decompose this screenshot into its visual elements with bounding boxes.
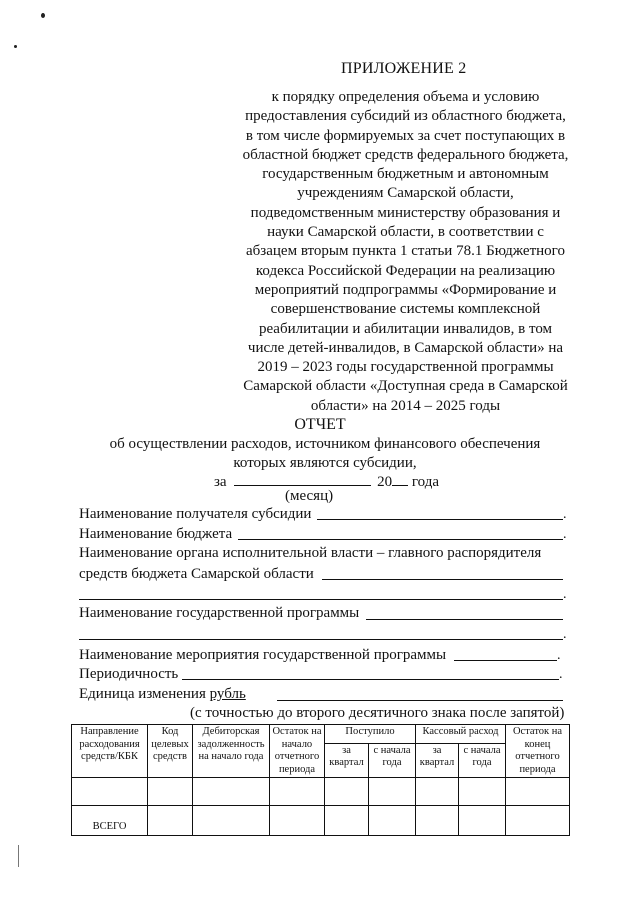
authority-input-continued[interactable]	[79, 599, 563, 600]
description-line: подведомственным министерству образования и	[250, 204, 561, 221]
period-suffix: года	[411, 474, 439, 490]
table-row	[72, 778, 570, 806]
table-cell[interactable]	[369, 778, 416, 806]
recipient-dot: .	[563, 507, 567, 522]
program-dot: .	[563, 627, 567, 642]
budget-input[interactable]	[238, 539, 563, 540]
report-subtitle-line: об осуществлении расходов, источником финансового обеспечения	[109, 436, 541, 452]
period-year: 20	[377, 474, 393, 490]
month-blank[interactable]	[234, 472, 371, 486]
program-event-input[interactable]	[454, 660, 557, 661]
program-event-dot: .	[557, 648, 561, 663]
description-line: науки Самарской области, в соответствии с	[267, 224, 544, 241]
month-label: (месяц)	[285, 488, 334, 504]
table-cell[interactable]	[193, 778, 270, 806]
periodicity-label: Периодичность	[79, 666, 179, 682]
program-input[interactable]	[366, 619, 563, 620]
report-subtitle	[95, 435, 555, 473]
header-balance-start: Остаток на начало отчетного периода	[270, 725, 325, 778]
description-line: Самарской области «Доступная среда в Самарской	[243, 378, 568, 395]
table-cell[interactable]	[459, 778, 506, 806]
description-line: предоставления субсидий из областного бюджета,	[245, 108, 566, 125]
recipient-label: Наименование получателя субсидии	[79, 506, 312, 522]
description-line: области» на 2014 – 2025 годы	[310, 397, 501, 414]
description-line: числе детей-инвалидов, в Самарской области» на	[247, 339, 564, 356]
appendix-description	[228, 88, 583, 416]
table-cell[interactable]	[459, 806, 506, 836]
appendix-title: ПРИЛОЖЕНИЕ 2	[341, 60, 467, 77]
table-cell[interactable]	[506, 778, 570, 806]
table-cell[interactable]	[416, 806, 459, 836]
header-cash-ytd: с начала года	[459, 743, 506, 777]
budget-label: Наименование бюджета	[79, 526, 233, 542]
total-label: ВСЕГО	[72, 806, 148, 836]
description-line: областной бюджет средств федерального бюджета,	[242, 146, 569, 163]
unit-label: Единица изменения	[79, 686, 206, 702]
table-cell[interactable]	[148, 778, 193, 806]
authority-label-line1: Наименование органа исполнительной власти – главного распорядителя	[79, 545, 542, 561]
table-total-row	[72, 806, 570, 836]
report-title: ОТЧЕТ	[294, 416, 346, 433]
period-prefix: за	[214, 474, 227, 490]
authority-dot: .	[563, 587, 567, 602]
table-cell[interactable]	[193, 806, 270, 836]
periodicity-input[interactable]	[182, 679, 559, 680]
recipient-input[interactable]	[317, 519, 563, 520]
periodicity-dot: .	[559, 667, 563, 682]
report-table	[71, 724, 570, 836]
authority-label-line2: средств бюджета Самарской области	[79, 566, 314, 582]
table-cell[interactable]	[72, 778, 148, 806]
scan-speck	[14, 45, 17, 48]
description-line: в том числе формируемых за счет поступающих в	[245, 127, 566, 144]
header-target-code: Код целевых средств	[148, 725, 193, 778]
description-line: абзацем вторым пункта 1 статьи 78.1 Бюджетного	[246, 243, 565, 260]
header-received-quarter: за квартал	[325, 743, 369, 777]
table-cell[interactable]	[325, 778, 369, 806]
description-line: учреждениям Самарской области,	[297, 185, 514, 202]
header-balance-end: Остаток на конец отчетного периода	[506, 725, 570, 778]
description-line: реабилитации и абилитации инвалидов, в том	[258, 320, 553, 337]
program-event-label: Наименование мероприятия государственной программы	[79, 647, 447, 663]
budget-dot: .	[563, 527, 567, 542]
header-direction: Направление расходования средств/КБК	[72, 725, 148, 778]
precision-note: (с точностью до второго десятичного знака после запятой)	[190, 705, 565, 721]
table-header-row	[72, 725, 570, 744]
description-line: государственным бюджетным и автономным	[262, 166, 549, 183]
unit-value: рубль	[209, 686, 246, 702]
table-cell[interactable]	[270, 778, 325, 806]
unit-row	[79, 686, 246, 703]
unit-underline	[277, 700, 563, 701]
scan-edge-mark	[18, 845, 19, 867]
table-cell[interactable]	[148, 806, 193, 836]
table-cell[interactable]	[506, 806, 570, 836]
description-line: совершенствование системы комплексной	[270, 301, 541, 318]
header-cash-expense: Кассовый расход	[416, 725, 506, 744]
authority-input[interactable]	[322, 579, 563, 580]
header-received-ytd: с начала года	[369, 743, 416, 777]
header-cash-quarter: за квартал	[416, 743, 459, 777]
table-cell[interactable]	[325, 806, 369, 836]
table-cell[interactable]	[270, 806, 325, 836]
table-cell[interactable]	[369, 806, 416, 836]
report-subtitle-line: которых являются субсидии,	[233, 455, 417, 471]
description-line: к порядку определения объема и условию	[271, 89, 540, 105]
description-line: мероприятий подпрограммы «Формирование и	[254, 281, 557, 298]
description-line: кодекса Российской Федерации на реализацию	[255, 262, 556, 279]
program-input-continued[interactable]	[79, 639, 563, 640]
header-receivables: Дебиторская задолженность на начало года	[193, 725, 270, 778]
scan-speck	[41, 13, 45, 18]
year-blank[interactable]	[392, 472, 408, 486]
table-cell[interactable]	[416, 778, 459, 806]
program-label: Наименование государственной программы	[79, 605, 360, 621]
description-line: 2019 – 2023 годы государственной программы	[257, 359, 554, 376]
header-received: Поступило	[325, 725, 416, 744]
